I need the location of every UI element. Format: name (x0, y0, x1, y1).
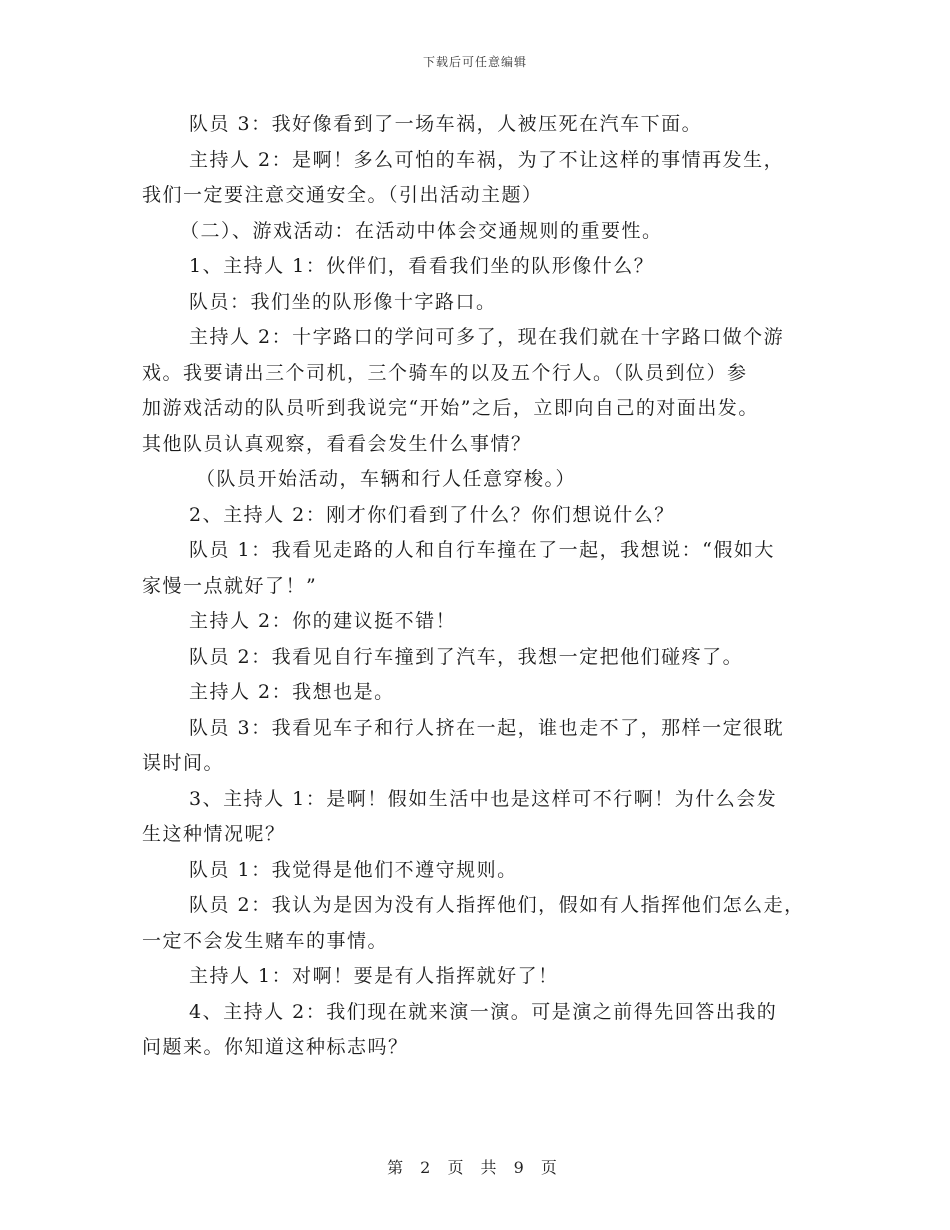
text-line: 误时间。 (142, 752, 225, 774)
text-line: （二）、游戏活动：在活动中体会交通规则的重要性。 (180, 219, 663, 242)
text-line: 问题来。你知道这种标志吗？ (142, 1036, 409, 1058)
text-line: 主持人 2：是啊！多么可怕的车祸，为了不让这样的事情再发生， (189, 148, 785, 171)
text-line: 1、主持人 1：伙伴们，看看我们坐的队形像什么？ (189, 255, 655, 277)
text-line: 队员 2：我认为是因为没有人指挥他们，假如有人指挥他们怎么走， (189, 894, 805, 916)
text-line: 主持人 2：你的建议挺不错！ (189, 610, 457, 632)
page-header: 下载后可任意编辑 (422, 55, 527, 69)
text-line: 我们一定要注意交通安全。（引出活动主题） (142, 184, 543, 206)
text-line: 队员 2：我看见自行车撞到了汽车，我想一定把他们碰疼了。 (189, 645, 744, 668)
text-line: 队员 1：我觉得是他们不遵守规则。 (189, 858, 518, 881)
text-line: 3、主持人 1：是啊！假如生活中也是这样可不行啊！为什么会发 (189, 787, 778, 810)
text-line: 其他队员认真观察，看看会发生什么事情？ (142, 432, 532, 455)
text-line: 队员 1：我看见走路的人和自行车撞在了一起，我想说：“假如大 (189, 539, 775, 561)
text-line: 戏。我要请出三个司机，三个骑车的以及五个行人。（队员到位）参 (142, 361, 748, 384)
page-footer: 第 2 页 共 9 页 (387, 1158, 563, 1177)
text-line: 家慢一点就好了！” (142, 574, 318, 597)
text-line: 队员：我们坐的队形像十字路口。 (189, 290, 497, 313)
text-line: 生这种情况呢？ (142, 823, 286, 845)
text-line: 2、主持人 2：刚才你们看到了什么？你们想说什么？ (189, 503, 675, 526)
text-line: 4、主持人 2：我们现在就来演一演。可是演之前得先回答出我的 (189, 1000, 778, 1023)
text-line: 队员 3：我看见车子和行人挤在一起，谁也走不了，那样一定很耽 (189, 716, 785, 739)
text-line: 队员 3：我好像看到了一场车祸，人被压死在汽车下面。 (189, 113, 703, 135)
text-line: 一定不会发生赌车的事情。 (142, 929, 389, 952)
text-line: 主持人 2：十字路口的学问可多了，现在我们就在十字路口做个游 (189, 326, 785, 348)
text-line: （队员开始活动，车辆和行人任意穿梭。） (196, 468, 577, 490)
document-body (142, 107, 822, 1066)
text-line: 主持人 1：对啊！要是有人指挥就好了！ (189, 965, 559, 987)
text-line: 主持人 2：我想也是。 (189, 681, 395, 703)
text-line: 加游戏活动的队员听到我说完“开始”之后，立即向自己的对面出发。 (142, 397, 759, 419)
